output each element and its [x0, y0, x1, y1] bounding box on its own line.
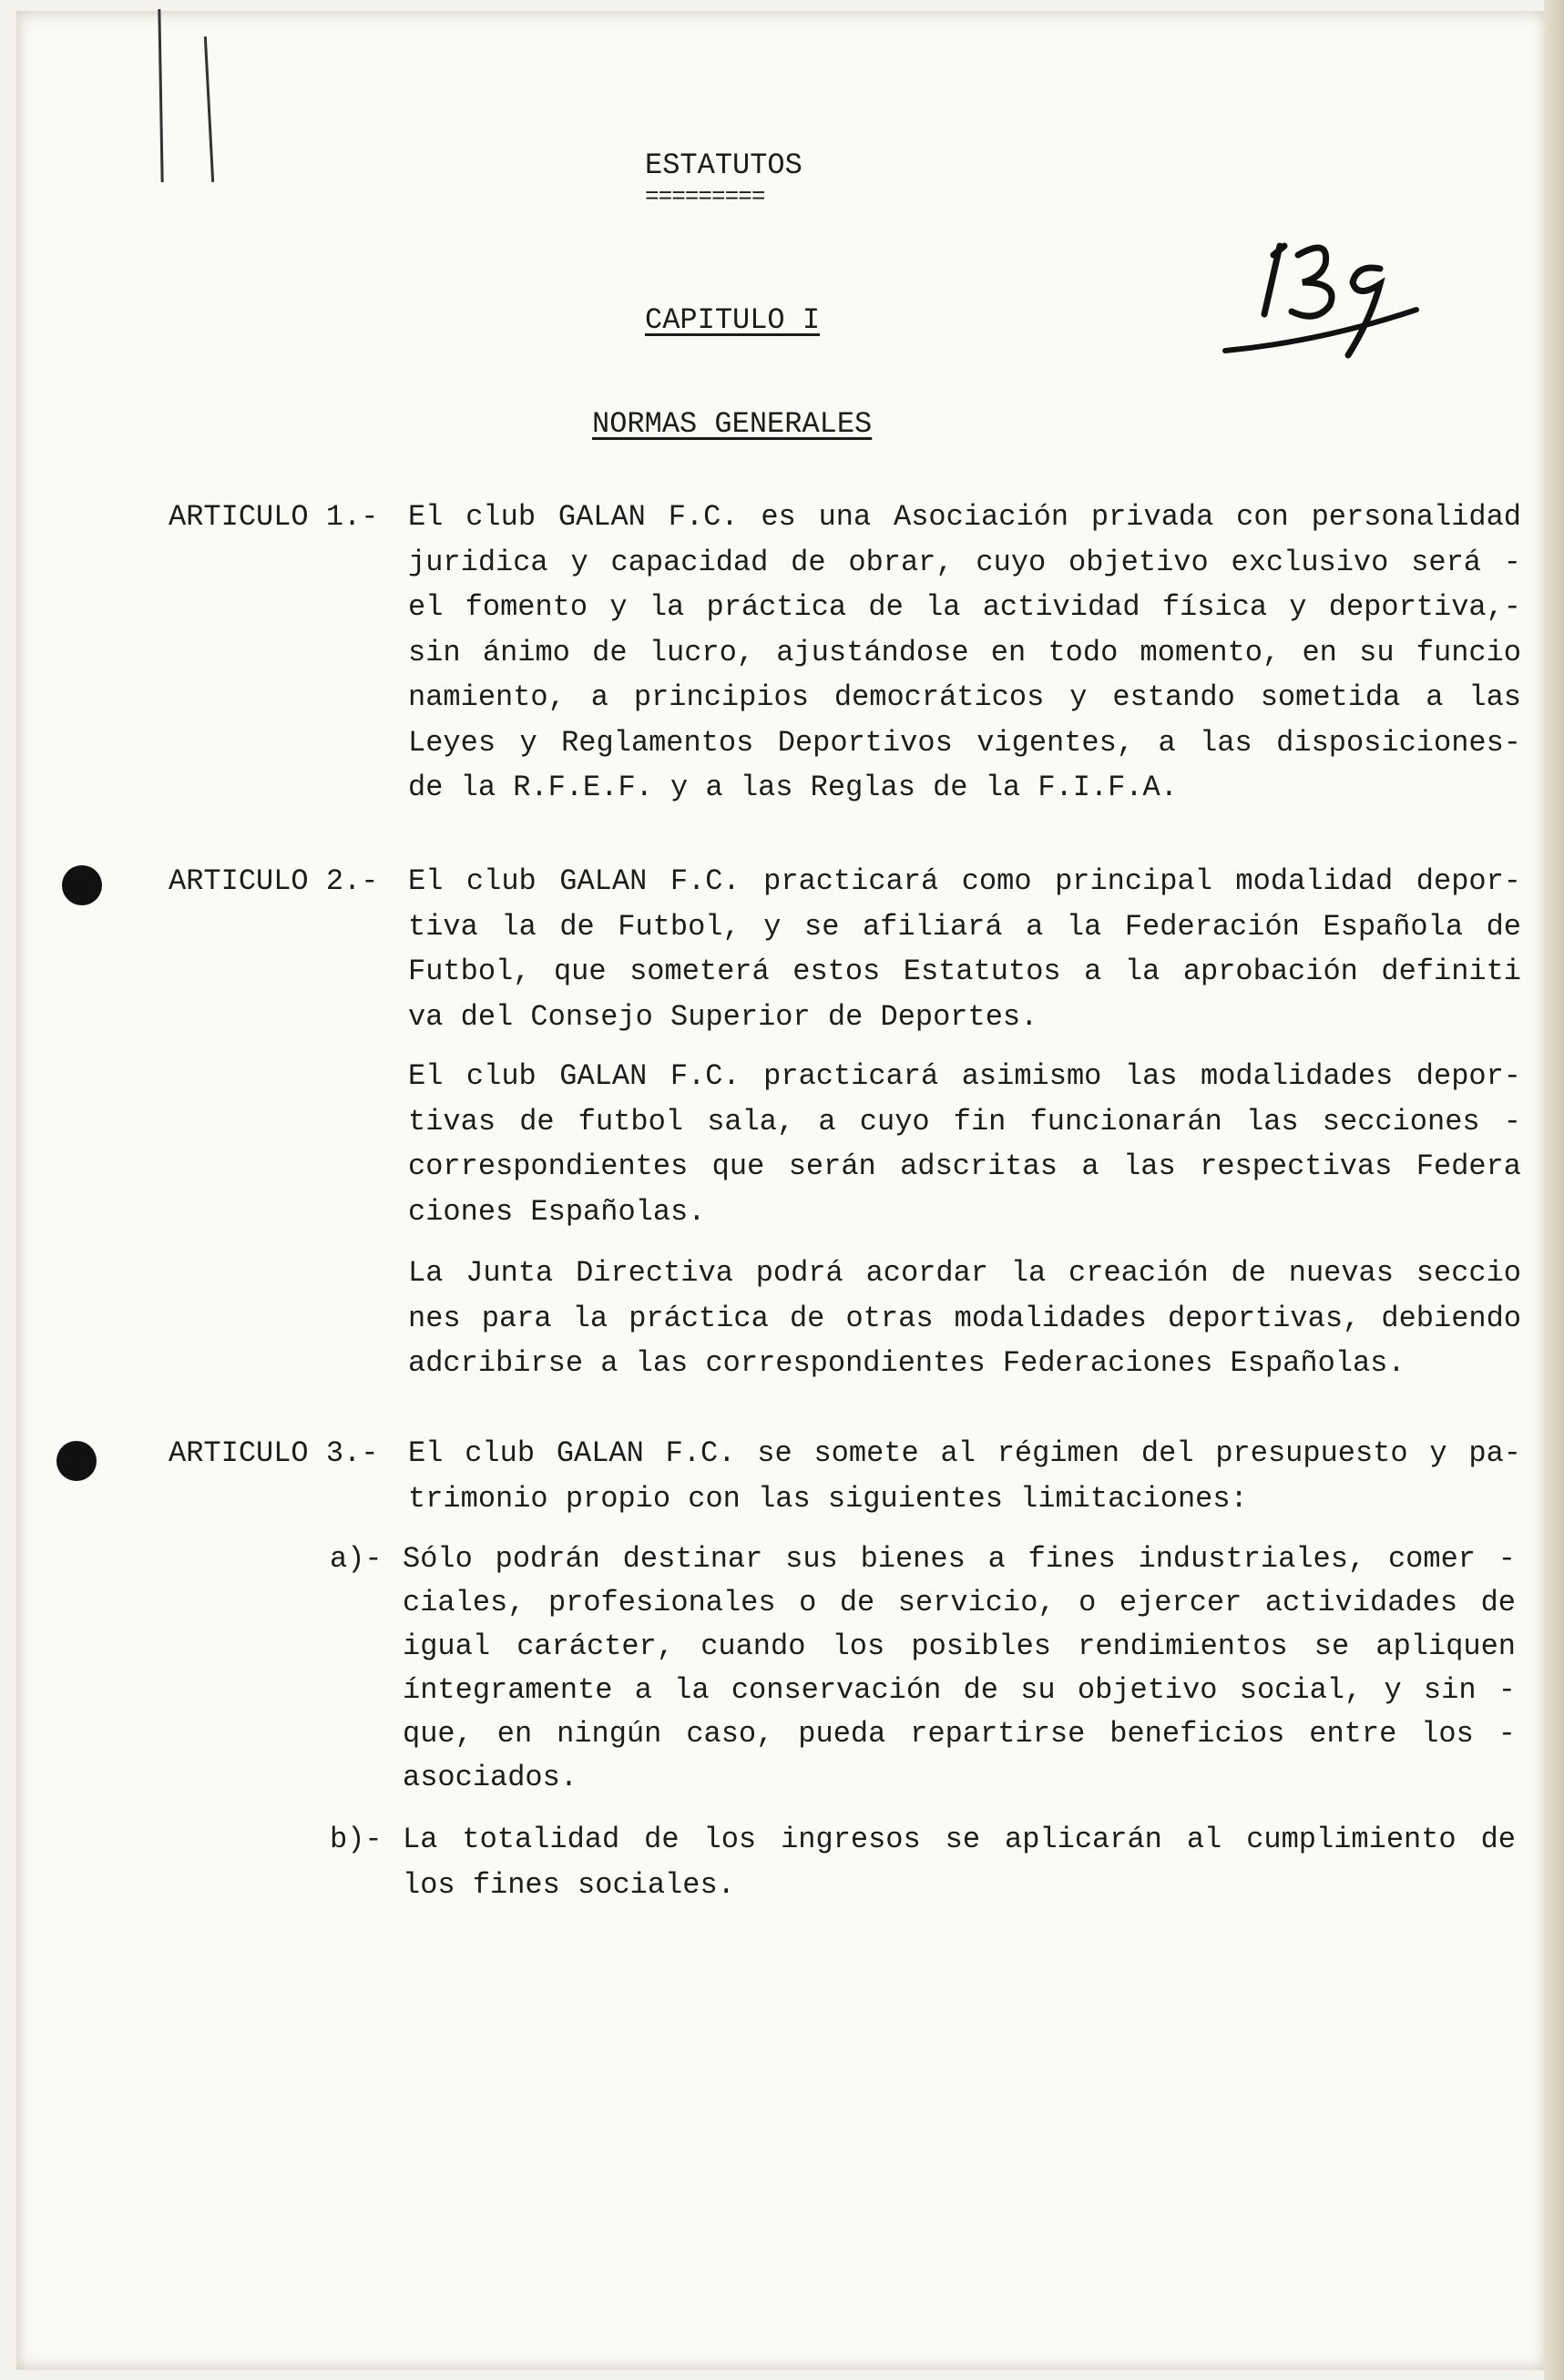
item-text-line: los fines sociales.	[403, 1867, 735, 1902]
article-label: ARTICULO 1.-	[169, 500, 379, 534]
article-text-line: nes para la práctica de otras modalidades deportivas, debiendo	[408, 1301, 1521, 1335]
binder-hole	[62, 865, 102, 905]
article-text-line: El club GALAN F.C. practicará asimismo las modalidades depor-	[408, 1059, 1521, 1093]
article-text-line: tiva la de Futbol, y se afiliará a la Federación Española de	[408, 909, 1521, 944]
document-title: ESTATUTOS	[645, 148, 802, 182]
binder-hole	[56, 1441, 97, 1481]
section-heading: NORMAS GENERALES	[592, 407, 873, 441]
article-label: ARTICULO 3.-	[169, 1436, 379, 1470]
handwritten-page-number	[1211, 228, 1430, 364]
page-edge	[1544, 0, 1564, 2380]
article-text-line: La Junta Directiva podrá acordar la creación de nuevas seccio	[408, 1256, 1521, 1290]
item-text-line: igual carácter, cuando los posibles rendimientos se apliquen	[403, 1629, 1516, 1663]
article-text-line: adcribirse a las correspondientes Federaciones Españolas.	[408, 1346, 1406, 1380]
item-text-line: ciales, profesionales o de servicio, o ejercer actividades de	[403, 1586, 1516, 1619]
chapter-heading: CAPITULO I	[645, 303, 821, 337]
item-label: a)-	[330, 1542, 383, 1576]
article-text-line: Leyes y Reglamentos Deportivos vigentes, a las disposiciones-	[408, 725, 1521, 760]
item-text-line: íntegramente a la conservación de su objetivo social, y sin -	[403, 1673, 1516, 1707]
document-page	[16, 11, 1547, 2370]
article-text-line: ciones Españolas.	[408, 1194, 706, 1229]
article-text-line: Futbol, que someterá estos Estatutos a la aprobación definiti	[408, 955, 1521, 988]
article-text-line: sin ánimo de lucro, ajustándose en todo momento, en su funcio	[408, 635, 1521, 669]
article-label: ARTICULO 2.-	[169, 864, 379, 898]
article-text-line: correspondientes que serán adscritas a las respectivas Federa	[408, 1149, 1521, 1183]
article-text-line: El club GALAN F.C. es una Asociación privada con personalidad	[408, 500, 1521, 534]
article-text-line: juridica y capacidad de obrar, cuyo objetivo exclusivo será -	[408, 545, 1521, 579]
article-text-line: va del Consejo Superior de Deportes.	[408, 999, 1038, 1034]
item-text-line: que, en ningún caso, pueda repartirse beneficios entre los -	[403, 1717, 1516, 1751]
article-text-line: El club GALAN F.C. se somete al régimen del presupuesto y pa-	[408, 1436, 1521, 1470]
item-text-line: Sólo podrán destinar sus bienes a fines industriales, comer -	[403, 1542, 1516, 1576]
title-rule: =========	[645, 183, 765, 210]
article-text-line: tivas de futbol sala, a cuyo fin funcionarán las secciones -	[408, 1104, 1521, 1139]
article-text-line: trimonio propio con las siguientes limitaciones:	[408, 1481, 1248, 1516]
article-text-line: El club GALAN F.C. practicará como principal modalidad depor-	[408, 864, 1521, 898]
item-text-line: La totalidad de los ingresos se aplicarán al cumplimiento de	[403, 1823, 1516, 1856]
article-text-line: el fomento y la práctica de la actividad física y deportiva,-	[408, 590, 1521, 624]
article-text-line: namiento, a principios democráticos y estando sometida a las	[408, 680, 1521, 714]
item-text-line: asociados.	[403, 1761, 578, 1794]
article-text-line: de la R.F.E.F. y a las Reglas de la F.I.F.A.	[408, 771, 1178, 804]
item-label: b)-	[330, 1823, 383, 1856]
